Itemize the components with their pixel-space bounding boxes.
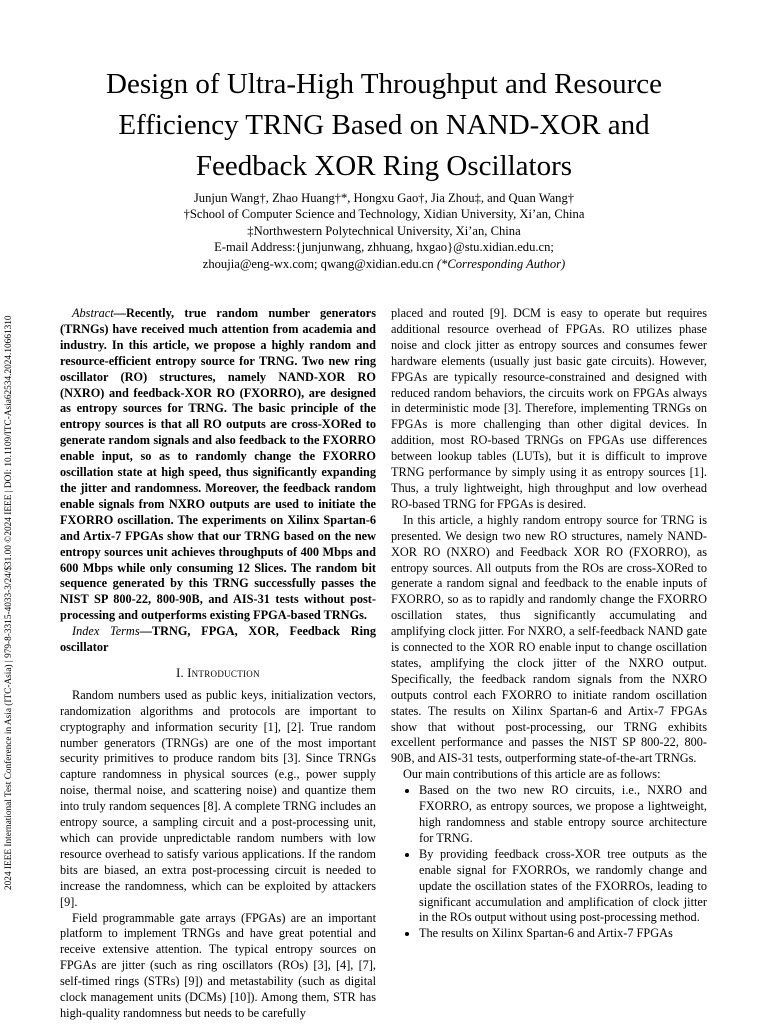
section-heading-introduction bbox=[60, 666, 376, 682]
index-terms-label: Index Terms bbox=[72, 624, 140, 639]
abstract bbox=[60, 306, 376, 624]
ieee-copyright-doi: 2024 IEEE International Test Conference in Asia (ITC-Asia) | 979-8-3315-4033-3/24/$31.00 ©2024 IEEE | DOI: 10.1109/ITC-Asia62534.2024.10661310 bbox=[4, 315, 14, 890]
ieee-side-notice bbox=[2, 190, 16, 890]
right-column bbox=[391, 306, 707, 942]
corresponding-author-note: (*Corresponding Author) bbox=[436, 256, 566, 271]
section-title: Introduction bbox=[187, 665, 260, 680]
email-line-1: E-mail Address:{junjunwang, zhhuang, hxgao}@stu.xidian.edu.cn; bbox=[214, 240, 554, 255]
contribution-list bbox=[391, 783, 707, 942]
index-terms-text: —TRNG, FPGA, XOR, Feedback Ring oscillator bbox=[60, 624, 376, 655]
paper-title: Design of Ultra-High Throughput and Resource Efficiency TRNG Based on NAND-XOR and Feedback XOR Ring Oscillators bbox=[106, 68, 662, 182]
paragraph: Random numbers used as public keys, initialization vectors, randomization algorithms and protocols are important to cryptography and information security [1], [2]. True random number generators (TRNGs) are one of the most important security primitives to produce random bits [3]. Since TRNGs capture randomness in physical sources (e.g., power supply noise, thermal noise, and scattering noise) and quantize them into truly random sequences [8]. A complete TRNG includes an entropy source, a sampling circuit and a post-processing unit, which can provide unpredictable random numbers with low resource overhead to satisfy various applications. If the random bits are biased, an extra post-processing circuit is needed to increase the randomness, which can be exploited by attackers [9]. bbox=[60, 687, 376, 909]
abstract-label: Abstract bbox=[72, 306, 114, 320]
left-column bbox=[60, 306, 376, 1022]
paragraph: Field programmable gate arrays (FPGAs) are an important platform to implement TRNGs and have great potential and receive extensive attention. The typical entropy sources on FPGAs are jitter (such as ring oscillators (ROs) [3], [4], [7], self-timed rings (STRs) [9]) and metastability (such as digital clock management units (DCMs) [10]). Among them, STR has high-quality randomness but needs to be carefully bbox=[60, 910, 376, 1020]
section-number: I. bbox=[176, 665, 184, 680]
index-terms bbox=[60, 624, 376, 656]
list-item: • Based on the two new RO circuits, i.e., NXRO and FXORRO, as entropy sources, we propose a lightweight, high randomness and stable entropy source architecture for TRNG. bbox=[419, 783, 707, 847]
author-names: Junjun Wang†, Zhao Huang†*, Hongxu Gao†, Jia Zhou‡, and Quan Wang† bbox=[193, 191, 575, 205]
list-item: • By providing feedback cross-XOR tree outputs as the enable signal for FXORROs, we randomly change and update the oscillation states of the FXORROs, leading to significant accumulation and amplification of clock jitter in the ROs output without using post-processing method. bbox=[419, 847, 707, 927]
author-block bbox=[60, 190, 708, 272]
abstract-text: —Recently, true random number generators (TRNGs) have received much attention from academia and industry. In this article, we propose a highly random and resource-efficient entropy source for TRNG. Two new ring oscillator (RO) structures, namely NAND-XOR RO (NXRO) and feedback-XOR RO (FXORRO), are designed as entropy sources for TRNG. The basic principle of the entropy sources is that all RO outputs are cross-XORed to generate random signals and also feedback to the FXORRO enable input, so as to randomly change the FXORRO oscillation state at high speed, thus significantly expanding the jitter and randomness. Moreover, the feedback random enable signals from NXRO outputs are used to initiate the FXORRO oscillation. The experiments on Xilinx Spartan-6 and Artix-7 FPGAs show that our TRNG based on the new entropy sources unit achieves throughputs of 400 Mbps and 600 Mbps while only consuming 12 Slices. The random bit sequence generated by this TRNG successfully passes the NIST SP 800-22, 800-90B, and AIS-31 tests without post-processing and outperforms existing FPGA-based TRNGs. bbox=[60, 306, 376, 623]
affiliation-xidian: †School of Computer Science and Technology, Xidian University, Xi’an, China bbox=[183, 207, 585, 222]
list-item: • The results on Xilinx Spartan-6 and Artix-7 FPGAs bbox=[419, 926, 707, 942]
paragraph: In this article, a highly random entropy source for TRNG is presented. We design two new RO structures, namely NAND-XOR RO (NXRO) and Feedback XOR RO (FXORRO), as entropy sources. All outputs from the ROs are cross-XORed to generate a random signal and feedback to the enable inputs of FXORRO, so as to rapidly and randomly change the FXORRO oscillation states, thus significantly accumulating and amplifying clock jitter. For NXRO, a self-feedback NAND gate is connected to the XOR RO enable input to change oscillation states, amplifying the clock jitter of the NXRO output. Specifically, the feedback random signals from the NXRO outputs control each FXORRO to initiate random oscillation states. The results on Xilinx Spartan-6 and Artix-7 FPGAs show that without post-processing, our TRNG exhibits excellent performance and passes the NIST SP 800-22, 800-90B, and AIS-31 tests, outperforming state-of-the-art TRNGs. bbox=[391, 512, 707, 766]
email-line-2 bbox=[60, 256, 708, 272]
paragraph: placed and routed [9]. DCM is easy to operate but requires additional resource overhead of FPGAs. RO utilizes phase noise and clock jitter as entropy sources and consumes fewer hardware elements (usually just basic gate circuits). However, FPGAs are typically resource-constrained and designed with reduced random behaviors, the circuits work on FPGAs always in deterministic mode [3]. Therefore, implementing TRNGs on FPGAs is more challenging than other digital devices. In addition, most RO-based TRNGs on FPGAs use differences between lookup tables (LUTs), but it is difficult to improve TRNG performance by simply using it as entropy sources [1]. Thus, a truly lightweight, high throughput and low overhead RO-based TRNG for FPGAs is desired. bbox=[391, 306, 707, 511]
affiliation-nwpu: ‡Northwestern Polytechnical University, Xi’an, China bbox=[247, 223, 521, 238]
email-addresses: zhoujia@eng-wx.com; qwang@xidian.edu.cn bbox=[202, 256, 434, 271]
paragraph: Our main contributions of this article are as follows: bbox=[403, 767, 661, 782]
